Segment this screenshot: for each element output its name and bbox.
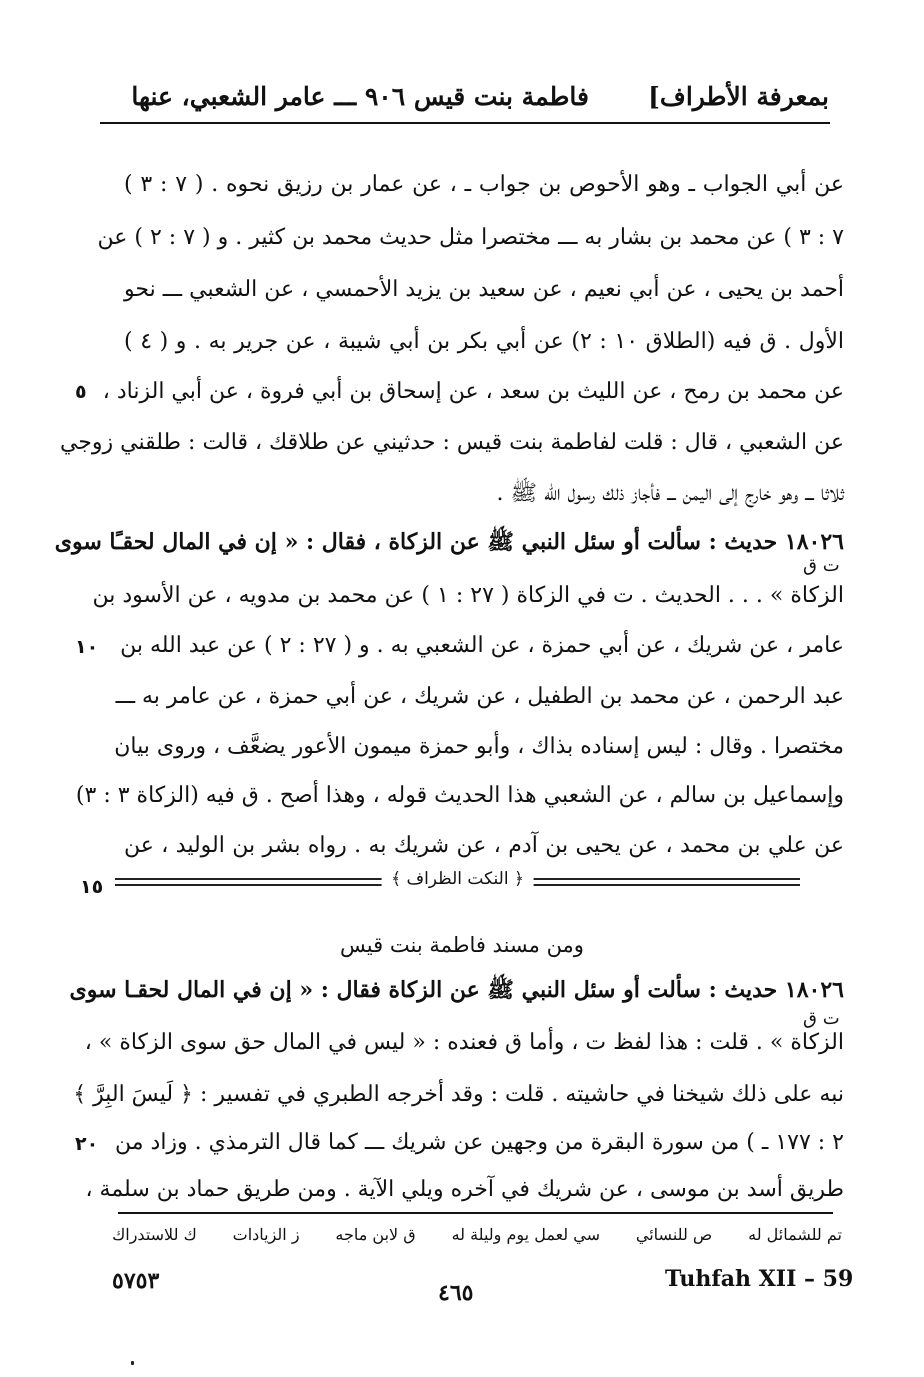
body-line-4: الأول . ق فيه (الطلاق ١٠ : ٢) عن أبي بكر بن أبي شيبة ، عن جرير به . و ( ٤ ) [124, 329, 844, 354]
volume-reference: Tuhfah XII – 59 [665, 1266, 854, 1292]
running-header-book-title: بمعرفة الأطراف] [648, 82, 829, 111]
side-siglum-2: ت ق [803, 1008, 840, 1029]
side-siglum-1: ت ق [803, 555, 840, 576]
margin-line-number-20: ٢٠ [75, 1133, 99, 1155]
body-line-12: مختصرا . وقال : ليس إسناده بذاك ، وأبو حمزة ميمون الأعور يضعَّف ، وروى بيان [114, 734, 844, 759]
body-line-11: عبد الرحمن ، عن محمد بن الطفيل ، عن شريك ، عن أبي حمزة ، عن عامر به ـــ [115, 684, 844, 709]
header-rule [100, 122, 830, 124]
nukat-line-4: ٢ : ١٧٧ ـ ) من سورة البقرة من وجهين عن شريك ـــ كما قال الترمذي . وزاد من [115, 1130, 844, 1155]
body-line-6: عن الشعبي ، قال : قلت لفاطمة بنت قيس : حدثيني عن طلاقك ، قالت : طلقني زوجي [59, 430, 844, 455]
body-line-10: عامر ، عن شريك ، عن أبي حمزة ، عن الشعبي به . و ( ٢٧ : ٢ ) عن عبد الله بن [120, 633, 844, 658]
margin-line-number-10: ١٠ [75, 636, 99, 658]
body-line-13: وإسماعيل بن سالم ، عن الشعبي هذا الحديث قوله ، وهذا أصح . ق فيه (الزكاة ٣ : ٣) [75, 783, 844, 808]
abbr-ziyadat: ز الزيادات [232, 1225, 300, 1244]
page-code: ٥٧٥٣ [112, 1268, 160, 1294]
nukat-line-1: ١٨٠٢٦ حديث : سألت أو سئل النبي ﷺ عن الزكاة فقال : « إن في المال لحقـا سوى [69, 977, 844, 1003]
page-number: ٤٦٥ [438, 1280, 474, 1306]
abbr-nasai: ص للنسائي [635, 1225, 713, 1244]
footnote-rule [118, 1212, 833, 1214]
abbr-amal-yawm: سي لعمل يوم وليلة له [451, 1225, 600, 1244]
margin-line-number-5: ٥ [75, 381, 87, 403]
body-line-14: عن علي بن محمد ، عن يحيى بن آدم ، عن شريك به . رواه بشر بن الوليد ، عن [124, 833, 844, 858]
nukat-line-3: نبه على ذلك شيخنا في حاشيته . قلت : وقد أخرجه الطبري في تفسير : ﴿ لَيسَ البِرَّ ﴾ [73, 1082, 844, 1107]
abbr-shamail: تم للشمائل له [748, 1225, 842, 1244]
running-header-section: فاطمة بنت قيس ٩٠٦ ـــ عامر الشعبي، عنها [131, 82, 589, 111]
nukat-line-2: الزكاة » . قلت : هذا لفظ ت ، وأما ق فعنده : « ليس في المال حق سوى الزكاة » ، [84, 1030, 844, 1055]
print-speck [131, 1361, 134, 1365]
body-line-5: عن محمد بن رمح ، عن الليث بن سعد ، عن إسحاق بن أبي فروة ، عن أبي الزناد ، [102, 379, 844, 404]
body-line-1: عن أبي الجواب ـ وهو الأحوص بن جواب ـ ، عن عمار بن رزيق نحوه . ( ٧ : ٣ ) [124, 172, 844, 197]
body-line-7: ثلاثا ـــ وهو خارج إلى اليمن ـــ فأجاز ذلك رسول الله ﷺ . [496, 481, 844, 506]
abbreviations-legend [112, 1225, 842, 1255]
section-divider [115, 869, 800, 894]
body-line-3: أحمد بن يحيى ، عن أبي نعيم ، عن سعيد بن يزيد الأحمسي ، عن الشعبي ـــ نحو [124, 277, 844, 302]
hadith-entry-line: ١٨٠٢٦ حديث : سألت أو سئل النبي ﷺ عن الزكاة ، فقال : « إن في المال لحقـًا سوى [54, 529, 844, 555]
nukat-line-5: طريق أسد بن موسى ، عن شريك في آخره ويلي الآية . ومن طريق حماد بن سلمة ، [85, 1177, 844, 1202]
divider-label: ﴿ النكت الظراف ﴾ [381, 868, 534, 889]
abbr-ibn-majah: ق لابن ماجه [335, 1225, 416, 1244]
body-line-2: ٧ : ٣ ) عن محمد بن بشار به ـــ مختصرا مثل حديث محمد بن كثير . و ( ٧ : ٢ ) عن [97, 225, 844, 250]
margin-line-number-15: ١٥ [80, 876, 104, 898]
section-title: ومن مسند فاطمة بنت قيس [340, 933, 584, 957]
body-line-9: الزكاة » . . . الحديث . ت في الزكاة ( ٢٧ : ١ ) عن محمد بن مدويه ، عن الأسود بن [92, 583, 844, 608]
abbr-istidrak: ك للاستدراك [112, 1225, 197, 1244]
